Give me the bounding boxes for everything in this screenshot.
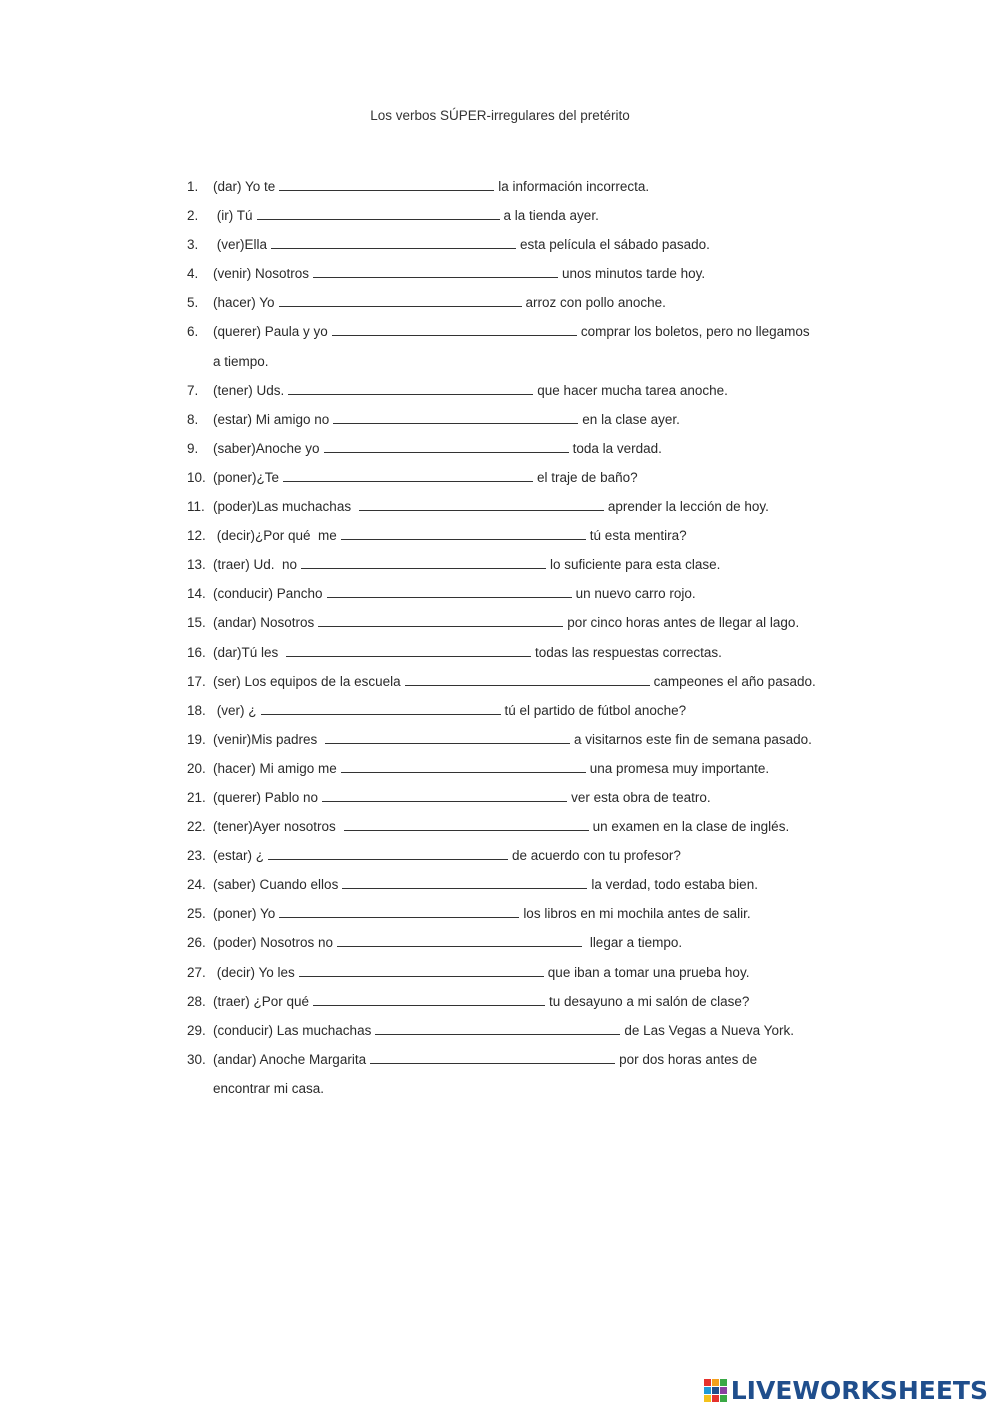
item-number: 4. — [187, 266, 199, 282]
exercise-item — [187, 586, 847, 615]
item-prompt: (tener)Ayer nosotros — [213, 819, 340, 835]
item-ending: unos minutos tarde hoy. — [562, 266, 706, 282]
item-number: 3. — [187, 237, 199, 253]
exercise-item — [187, 1052, 847, 1081]
answer-blank[interactable] — [322, 790, 567, 802]
logo-grid-icon — [704, 1379, 727, 1402]
item-number: 22. — [187, 819, 206, 835]
item-ending: de acuerdo con tu profesor? — [512, 848, 681, 864]
item-number: 20. — [187, 760, 206, 776]
answer-blank[interactable] — [313, 994, 545, 1006]
item-prompt: (saber)Anoche yo — [213, 440, 320, 456]
item-number: 1. — [187, 179, 199, 194]
answer-blank[interactable] — [279, 179, 494, 191]
logo-square — [720, 1387, 727, 1394]
exercise-item — [187, 819, 847, 848]
item-number: 10. — [187, 469, 206, 485]
exercise-item — [187, 703, 847, 732]
item-prompt: (traer) ¿Por qué — [213, 993, 310, 1009]
item-number: 24. — [187, 877, 206, 893]
item-prompt: (saber) Cuando ellos — [213, 877, 339, 893]
logo-square — [704, 1379, 711, 1386]
item-ending: un nuevo carro rojo. — [575, 586, 696, 602]
item-number: 7. — [187, 382, 199, 398]
item-prompt: (poner) Yo — [213, 906, 276, 922]
item-number: 30. — [187, 1051, 206, 1067]
item-ending: que hacer mucha tarea anoche. — [537, 382, 728, 398]
answer-blank[interactable] — [318, 615, 563, 627]
answer-blank[interactable] — [337, 935, 582, 947]
exercise-item — [187, 1023, 847, 1052]
item-ending: un examen en la clase de inglés. — [592, 819, 790, 835]
answer-blank[interactable] — [268, 848, 508, 860]
answer-blank[interactable] — [313, 266, 558, 278]
logo-text: LIVEWORKSHEETS — [730, 1375, 988, 1405]
item-number: 13. — [187, 557, 206, 573]
answer-blank[interactable] — [301, 557, 546, 569]
item-ending: que iban a tomar una prueba hoy. — [547, 964, 750, 980]
exercise-item — [187, 208, 847, 237]
item-continuation-text: encontrar mi casa. — [213, 1080, 325, 1096]
exercise-item — [187, 615, 847, 644]
item-ending: la verdad, todo estaba bien. — [591, 877, 758, 893]
answer-blank[interactable] — [342, 877, 587, 889]
item-ending: ver esta obra de teatro. — [571, 789, 711, 805]
item-prompt: (ver)Ella — [213, 237, 268, 253]
item-ending: esta película el sábado pasado. — [520, 237, 710, 253]
item-ending: a visitarnos este fin de semana pasado. — [574, 731, 812, 747]
exercise-item — [187, 877, 847, 906]
answer-blank[interactable] — [257, 208, 500, 220]
answer-blank[interactable] — [375, 1023, 620, 1035]
exercise-item — [187, 790, 847, 819]
item-number: 5. — [187, 295, 199, 311]
answer-blank[interactable] — [279, 295, 522, 307]
item-number: 25. — [187, 906, 206, 922]
answer-blank[interactable] — [283, 470, 533, 482]
item-number: 19. — [187, 731, 206, 747]
exercise-item — [187, 441, 847, 470]
item-number: 15. — [187, 615, 206, 631]
item-ending: todas las respuestas correctas. — [535, 644, 722, 660]
exercise-item — [187, 324, 847, 353]
logo-square — [712, 1395, 719, 1402]
item-prompt: (venir) Nosotros — [213, 266, 310, 282]
answer-blank[interactable] — [341, 761, 586, 773]
item-prompt: (andar) Nosotros — [213, 615, 315, 631]
exercise-item — [187, 848, 847, 877]
exercise-item — [187, 412, 847, 441]
answer-blank[interactable] — [332, 324, 577, 336]
logo-square — [720, 1395, 727, 1402]
answer-blank[interactable] — [286, 645, 531, 657]
item-prompt: (hacer) Mi amigo me — [213, 760, 337, 776]
liveworksheets-logo — [704, 1376, 988, 1404]
logo-square — [704, 1395, 711, 1402]
item-number: 9. — [187, 440, 199, 456]
exercise-item-continuation — [187, 1081, 847, 1110]
item-prompt: (poder) Nosotros no — [213, 935, 334, 951]
item-number: 2. — [187, 208, 199, 224]
item-prompt: (ir) Tú — [213, 208, 253, 224]
answer-blank[interactable] — [405, 674, 650, 686]
item-prompt: (ser) Los equipos de la escuela — [213, 673, 401, 689]
answer-blank[interactable] — [370, 1052, 615, 1064]
item-ending: tú esta mentira? — [589, 528, 687, 544]
answer-blank[interactable] — [288, 383, 533, 395]
item-prompt: (poder)Las muchachas — [213, 499, 355, 515]
item-ending: lo suficiente para esta clase. — [550, 557, 721, 573]
exercise-item — [187, 383, 847, 412]
item-number: 26. — [187, 935, 206, 951]
item-number: 8. — [187, 411, 199, 427]
item-ending: tú el partido de fútbol anoche? — [504, 702, 687, 718]
exercise-item — [187, 906, 847, 935]
item-prompt: (poner)¿Te — [213, 469, 280, 485]
item-ending: una promesa muy importante. — [589, 760, 770, 776]
item-prompt: (hacer) Yo — [213, 295, 275, 311]
item-number: 17. — [187, 673, 206, 689]
item-prompt: (estar) Mi amigo no — [213, 411, 330, 427]
item-number: 23. — [187, 848, 206, 864]
item-number: 21. — [187, 789, 206, 805]
item-prompt: (conducir) Pancho — [213, 586, 323, 602]
exercise-item — [187, 965, 847, 994]
item-prompt: (ver) ¿ — [213, 702, 257, 718]
answer-blank[interactable] — [359, 499, 604, 511]
item-ending: a la tienda ayer. — [503, 208, 599, 224]
answer-blank[interactable] — [333, 412, 578, 424]
item-ending: arroz con pollo anoche. — [525, 295, 666, 311]
exercise-item — [187, 266, 847, 295]
item-number: 11. — [187, 499, 205, 515]
item-number: 12. — [187, 528, 206, 544]
exercise-list — [187, 179, 847, 1110]
item-prompt: (decir)¿Por qué me — [213, 528, 337, 544]
item-prompt: (dar)Tú les — [213, 644, 283, 660]
answer-blank[interactable] — [271, 237, 516, 249]
item-ending: en la clase ayer. — [582, 411, 680, 427]
exercise-item-continuation — [187, 354, 847, 383]
item-ending: el traje de baño? — [537, 469, 638, 485]
item-ending: la información incorrecta. — [498, 179, 650, 194]
item-prompt: (querer) Paula y yo — [213, 324, 328, 340]
exercise-item — [187, 295, 847, 324]
answer-blank[interactable] — [344, 819, 589, 831]
answer-blank[interactable] — [325, 732, 570, 744]
answer-blank[interactable] — [324, 441, 569, 453]
item-number: 14. — [187, 586, 206, 602]
item-prompt: (andar) Anoche Margarita — [213, 1051, 367, 1067]
logo-square — [712, 1379, 719, 1386]
item-ending: por cinco horas antes de llegar al lago. — [567, 615, 800, 631]
answer-blank[interactable] — [279, 906, 519, 918]
logo-square — [712, 1387, 719, 1394]
item-prompt: (querer) Pablo no — [213, 789, 319, 805]
exercise-item — [187, 994, 847, 1023]
exercise-item — [187, 645, 847, 674]
exercise-item — [187, 557, 847, 586]
item-ending: llegar a tiempo. — [586, 935, 683, 951]
logo-square — [720, 1379, 727, 1386]
item-prompt: (traer) Ud. no — [213, 557, 298, 573]
item-ending: por dos horas antes de — [619, 1051, 758, 1067]
item-number: 16. — [187, 644, 206, 660]
exercise-item — [187, 935, 847, 964]
item-ending: los libros en mi mochila antes de salir. — [523, 906, 751, 922]
exercise-item — [187, 528, 847, 557]
item-number: 6. — [187, 324, 199, 340]
answer-blank[interactable] — [327, 586, 572, 598]
item-prompt: (estar) ¿ — [213, 848, 265, 864]
exercise-item — [187, 761, 847, 790]
item-ending: comprar los boletos, pero no llegamos — [580, 324, 810, 340]
item-prompt: (conducir) Las muchachas — [213, 1022, 372, 1038]
answer-blank[interactable] — [299, 965, 544, 977]
item-number: 28. — [187, 993, 206, 1009]
exercise-item — [187, 732, 847, 761]
exercise-item — [187, 674, 847, 703]
exercise-item — [187, 237, 847, 266]
page-title: Los verbos SÚPER-irregulares del pretérito — [370, 108, 630, 123]
exercise-item — [187, 499, 847, 528]
item-prompt: (tener) Uds. — [213, 382, 285, 398]
item-prompt: (decir) Yo les — [213, 964, 295, 980]
exercise-item — [187, 470, 847, 499]
answer-blank[interactable] — [341, 528, 586, 540]
logo-square — [704, 1387, 711, 1394]
item-number: 27. — [187, 964, 206, 980]
item-ending: aprender la lección de hoy. — [607, 499, 769, 515]
exercise-item — [187, 179, 847, 208]
answer-blank[interactable] — [261, 703, 501, 715]
item-ending: toda la verdad. — [572, 440, 662, 456]
item-prompt: (dar) Yo te — [213, 179, 276, 194]
item-number: 29. — [187, 1022, 206, 1038]
item-ending: de Las Vegas a Nueva York. — [624, 1022, 794, 1038]
item-ending: campeones el año pasado. — [653, 673, 816, 689]
item-ending: tu desayuno a mi salón de clase? — [549, 993, 750, 1009]
item-prompt: (venir)Mis padres — [213, 731, 322, 747]
item-continuation-text: a tiempo. — [213, 353, 269, 369]
item-number: 18. — [187, 702, 206, 718]
